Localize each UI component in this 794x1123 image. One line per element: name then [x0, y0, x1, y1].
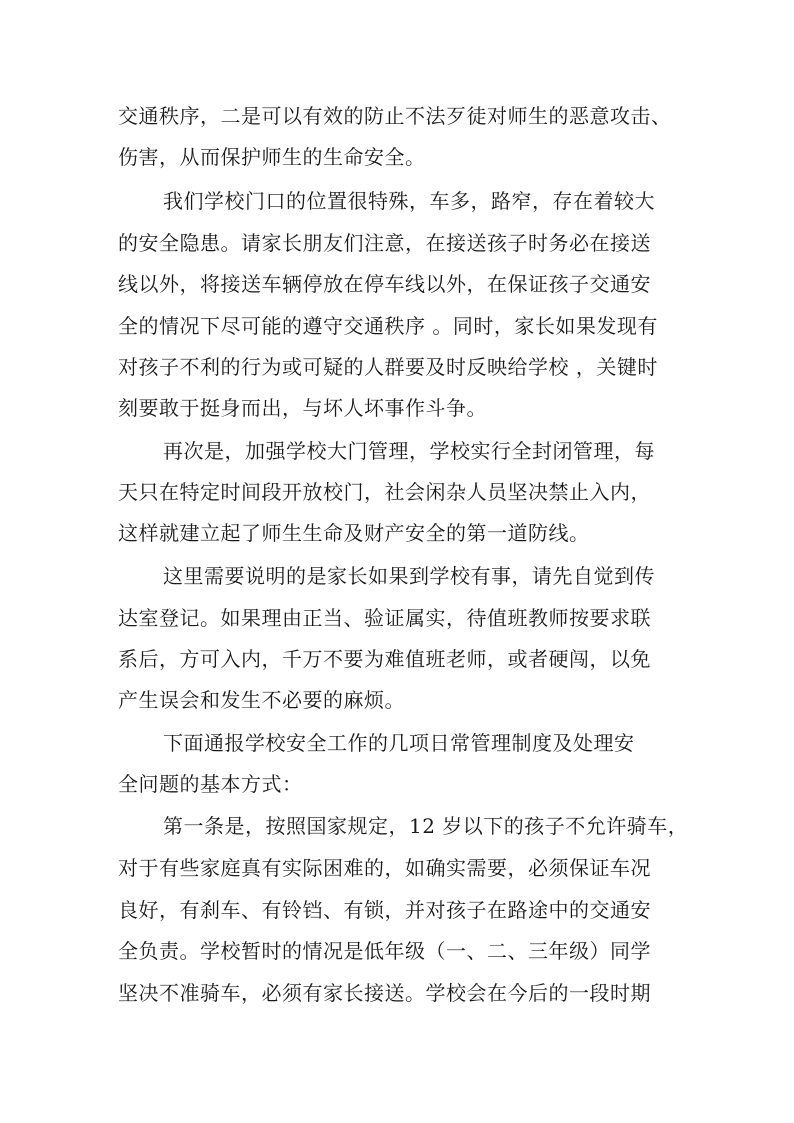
text-line: 线以外，将接送车辆停放在停车线以外，在保证孩子交通安	[118, 272, 651, 296]
paragraph-first-line: 再次是，加强学校大门管理，学校实行全封闭管理，每	[163, 439, 655, 463]
text-line: 刻要敢于挺身而出，与坏人坏事作斗争。	[118, 396, 487, 420]
text-line: 坚决不准骑车，必须有家长接送。学校会在今后的一段时期	[118, 981, 651, 1005]
text-line: 产生误会和发生不必要的麻烦。	[118, 688, 405, 712]
paragraph-first-line: 我们学校门口的位置很特殊，车多，路窄，存在着较大	[163, 189, 655, 213]
text-line: 对于有些家庭真有实际困难的，如确实需要，必须保证车况	[118, 856, 651, 880]
text-line: 天只在特定时间段开放校门，社会闲杂人员坚决禁止入内，	[118, 480, 651, 504]
paragraph-first-line: 这里需要说明的是家长如果到学校有事，请先自觉到传	[163, 564, 655, 588]
text-line: 达室登记。如果理由正当、验证属实，待值班教师按要求联	[118, 606, 651, 630]
text-line: 这样就建立起了师生生命及财产安全的第一道防线。	[118, 521, 590, 545]
text-line: 伤害，从而保护师生的生命安全。	[118, 145, 426, 169]
text-line: 良好，有刹车、有铃铛、有锁，并对孩子在路途中的交通安	[118, 898, 651, 922]
text-line: 全问题的基本方式：	[118, 772, 303, 796]
paragraph-first-line: 第一条是，按照国家规定，12 岁以下的孩子不允许骑车，	[163, 814, 689, 838]
paragraph-first-line: 下面通报学校安全工作的几项日常管理制度及处理安	[163, 731, 635, 755]
text-line: 全的情况下尽可能的遵守交通秩序 。同时，家长如果发现有	[118, 314, 658, 338]
text-line: 交通秩序，二是可以有效的防止不法歹徒对师生的恶意攻击、	[118, 104, 672, 128]
text-line: 系后，方可入内，千万不要为难值班老师，或者硬闯，以免	[118, 647, 651, 671]
text-line: 全负责。学校暂时的情况是低年级（一、二、三年级）同学	[118, 939, 651, 963]
text-line: 对孩子不利的行为或可疑的人群要及时反映给学校 ，关键时	[118, 355, 658, 379]
text-line: 的安全隐患。请家长朋友们注意，在接送孩子时务必在接送	[118, 231, 651, 255]
